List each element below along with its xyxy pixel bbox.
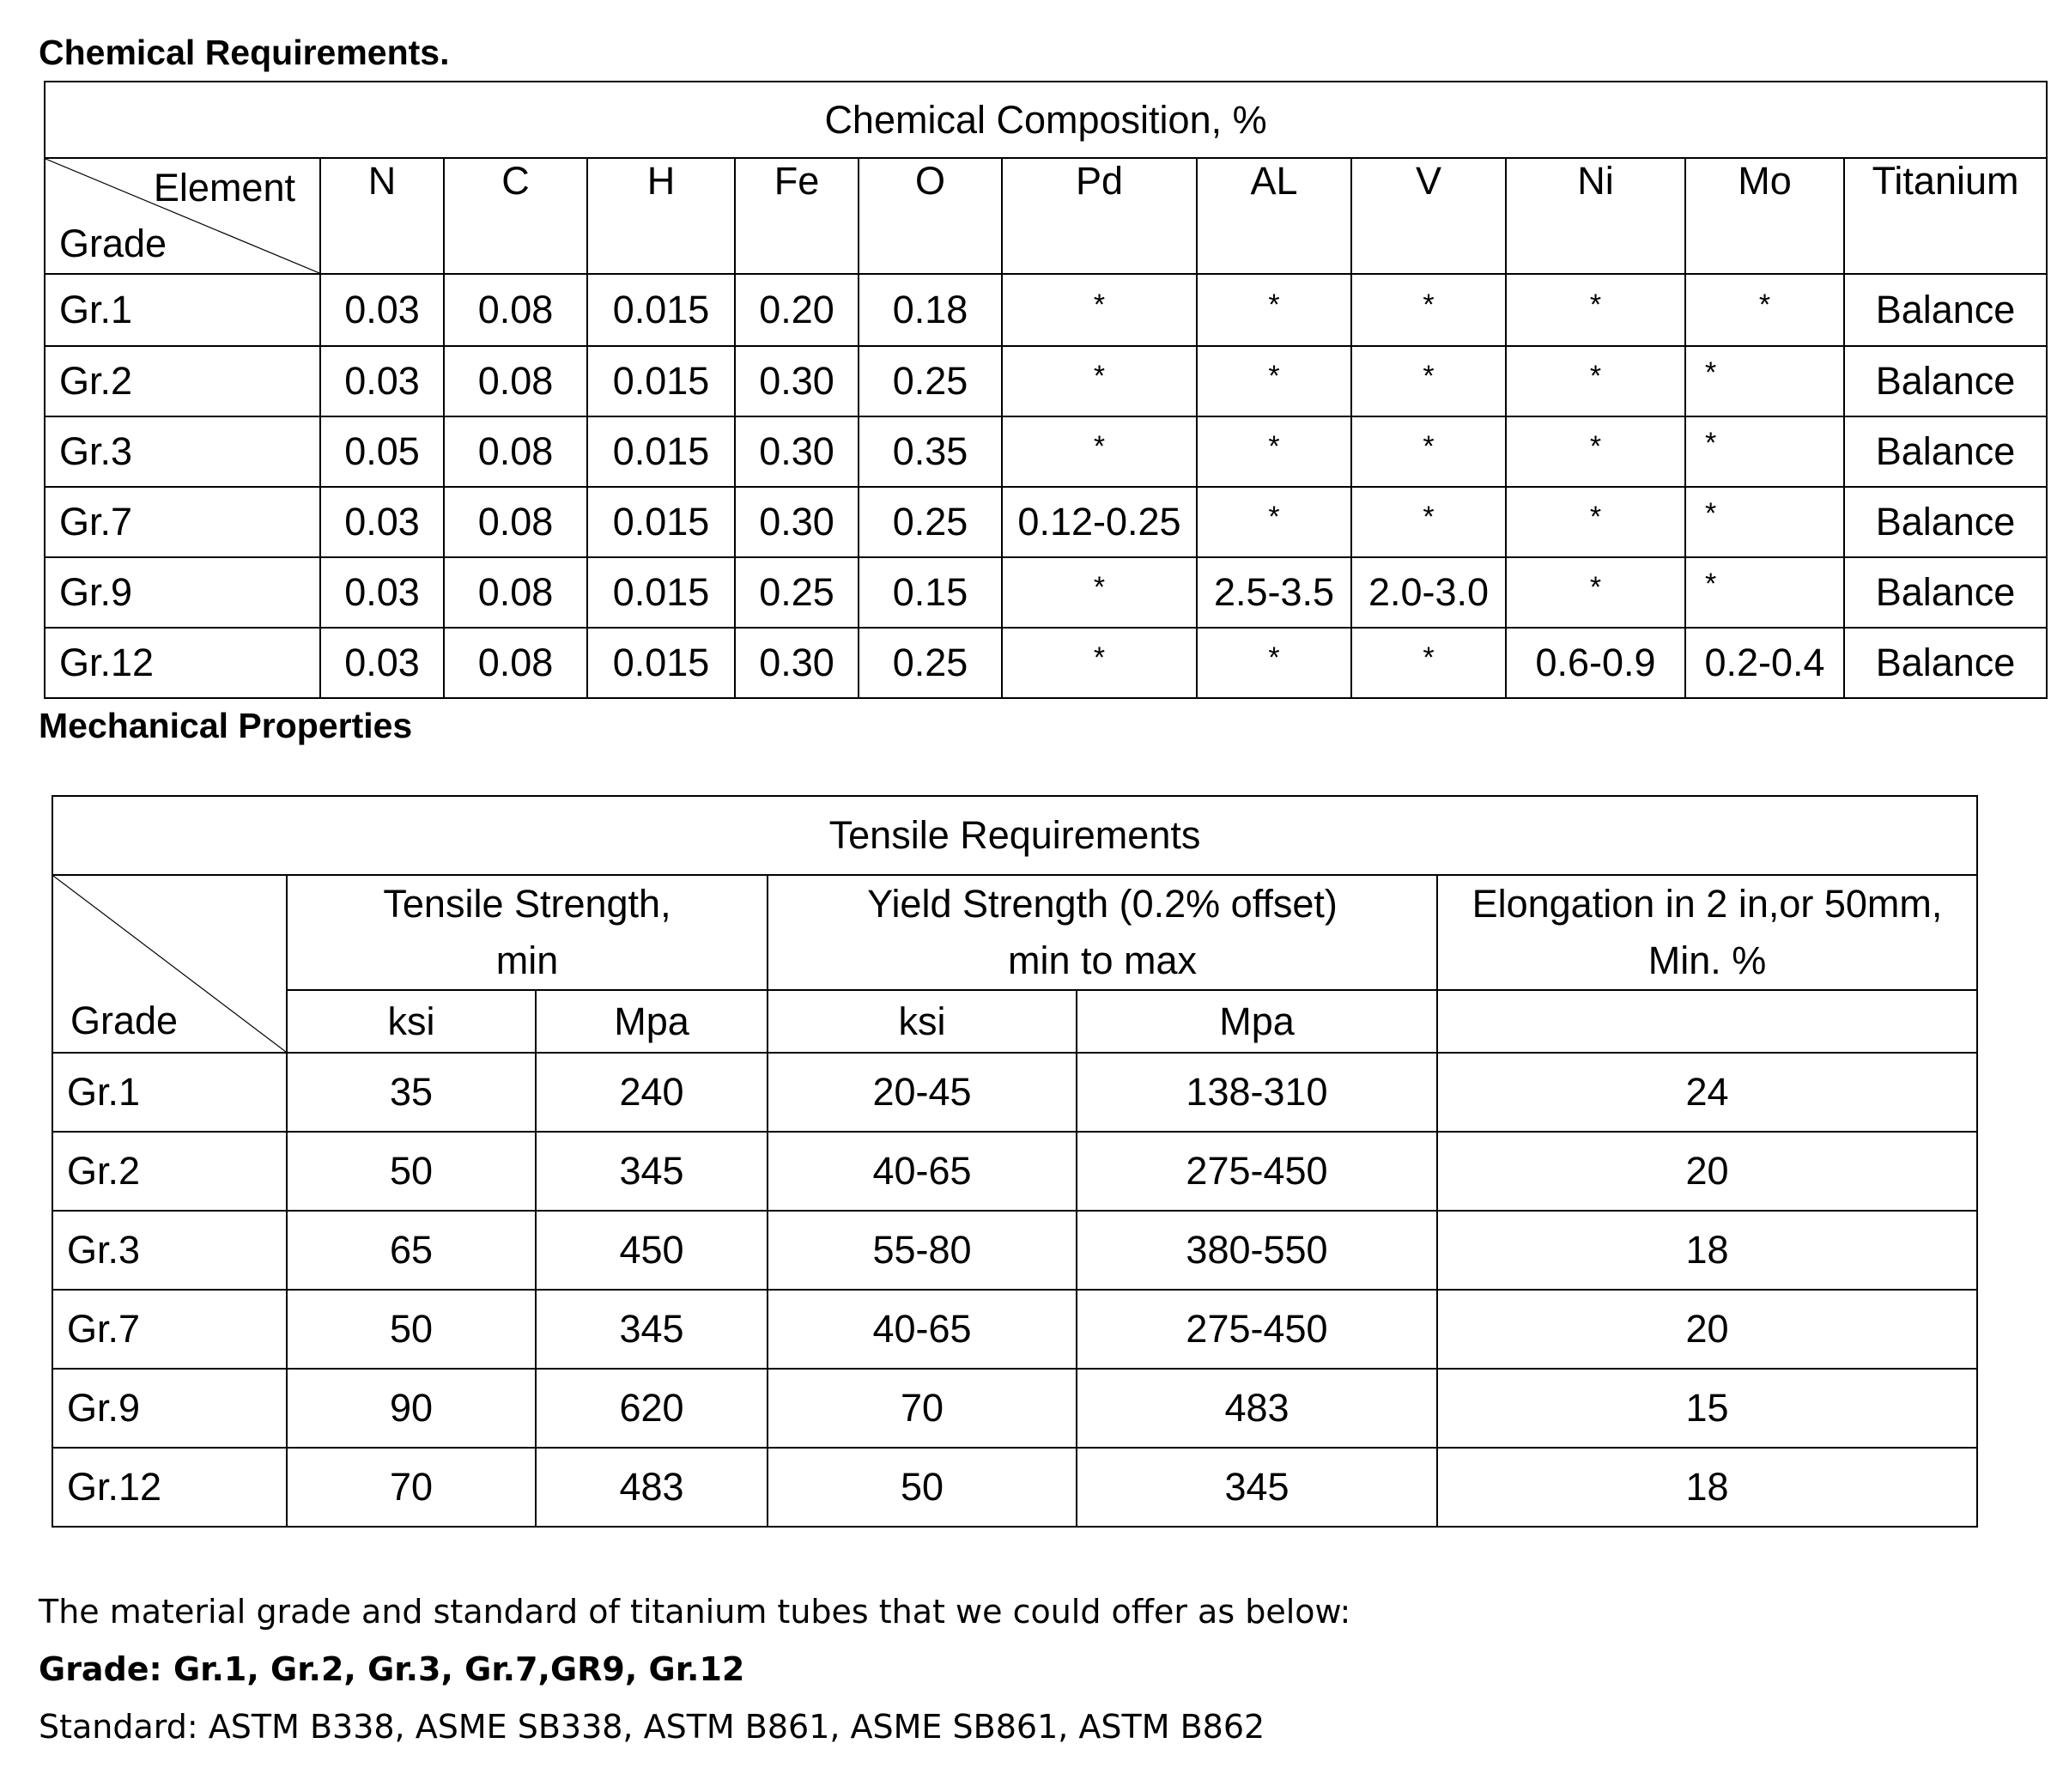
value-cell: 2.5-3.5	[1197, 557, 1351, 628]
value-cell: 0.12-0.25	[1002, 487, 1197, 557]
value-cell: 0.25	[735, 557, 859, 628]
table-row	[45, 628, 2047, 698]
asterisk: *	[1423, 641, 1435, 674]
value-cell: 70	[287, 1448, 536, 1527]
mechanical-heading: Mechanical Properties	[39, 706, 413, 745]
asterisk: *	[1758, 289, 1771, 321]
grade-cell: Gr.7	[45, 487, 320, 557]
value-cell: 0.2-0.4	[1685, 628, 1844, 698]
value-cell: 50	[287, 1132, 536, 1211]
table-row	[45, 416, 2047, 487]
value-cell: 0.25	[859, 628, 1002, 698]
unit-row	[52, 990, 1977, 1053]
grade-cell: Gr.9	[45, 557, 320, 628]
value-cell	[1197, 487, 1351, 557]
grade-label: Grade	[70, 999, 179, 1042]
value-cell: 138-310	[1077, 1053, 1437, 1132]
value-cell: 0.08	[444, 628, 587, 698]
value-cell: 0.08	[444, 416, 587, 487]
value-cell: 0.015	[587, 274, 735, 346]
value-cell: 0.015	[587, 557, 735, 628]
value-cell: Balance	[1844, 628, 2047, 698]
chemical-corner-cell	[45, 158, 320, 274]
element-header: Pd	[1002, 158, 1197, 274]
grade-cell: Gr.2	[52, 1132, 287, 1211]
value-cell: 40-65	[768, 1132, 1077, 1211]
value-cell: 275-450	[1077, 1290, 1437, 1369]
value-cell	[1197, 416, 1351, 487]
yield-strength-line1: Yield Strength (0.2% offset)	[867, 882, 1338, 926]
asterisk: *	[1268, 501, 1280, 533]
asterisk: *	[1268, 360, 1280, 392]
asterisk: *	[1705, 567, 1717, 600]
value-cell: 483	[536, 1448, 768, 1527]
grade-cell: Gr.9	[52, 1369, 287, 1448]
table-row	[45, 487, 2047, 557]
value-cell: 0.08	[444, 557, 587, 628]
element-header: C	[444, 158, 587, 274]
asterisk: *	[1589, 571, 1602, 604]
value-cell: 0.05	[320, 416, 444, 487]
value-cell: 0.25	[859, 487, 1002, 557]
asterisk: *	[1589, 430, 1602, 463]
element-header: Ni	[1506, 158, 1685, 274]
asterisk: *	[1589, 289, 1602, 321]
grade-cell: Gr.2	[45, 346, 320, 416]
value-cell: 0.30	[735, 628, 859, 698]
element-header: H	[587, 158, 735, 274]
value-cell	[1685, 346, 1844, 416]
elongation-line1: Elongation in 2 in,or 50mm,	[1472, 882, 1943, 926]
value-cell: 2.0-3.0	[1351, 557, 1506, 628]
asterisk: *	[1423, 501, 1435, 533]
value-cell	[1002, 346, 1197, 416]
tensile-strength-line2: min	[495, 939, 559, 982]
value-cell: 70	[768, 1369, 1077, 1448]
value-cell	[1351, 416, 1506, 487]
table-row	[52, 1290, 1977, 1369]
unit-mpa: Mpa	[1077, 990, 1437, 1053]
value-cell: 0.18	[859, 274, 1002, 346]
yield-strength-header	[768, 875, 1437, 990]
value-cell: 0.015	[587, 487, 735, 557]
table-row	[45, 346, 2047, 416]
value-cell: 345	[536, 1290, 768, 1369]
asterisk: *	[1705, 496, 1717, 530]
value-cell: 0.03	[320, 487, 444, 557]
asterisk: *	[1423, 360, 1435, 392]
element-header: Fe	[735, 158, 859, 274]
grade-cell: Gr.1	[45, 274, 320, 346]
yield-strength-line2: min to max	[1007, 939, 1198, 982]
value-cell: 0.30	[735, 416, 859, 487]
value-cell	[1685, 274, 1844, 346]
value-cell: Balance	[1844, 274, 2047, 346]
value-cell	[1506, 274, 1685, 346]
table-row	[52, 1211, 1977, 1290]
value-cell: Balance	[1844, 557, 2047, 628]
value-cell: 0.25	[859, 346, 1002, 416]
value-cell: 40-65	[768, 1290, 1077, 1369]
value-cell	[1002, 628, 1197, 698]
value-cell: 0.015	[587, 416, 735, 487]
tensile-strength-line1: Tensile Strength,	[383, 882, 671, 926]
grade-cell: Gr.3	[45, 416, 320, 487]
value-cell: 50	[768, 1448, 1077, 1527]
value-cell: 345	[1077, 1448, 1437, 1527]
elongation-line2: Min. %	[1647, 939, 1767, 982]
value-cell: 483	[1077, 1369, 1437, 1448]
unit-ksi: ksi	[287, 990, 536, 1053]
asterisk: *	[1589, 360, 1602, 392]
mechanical-table	[52, 795, 1978, 1528]
value-cell: 0.20	[735, 274, 859, 346]
table-row	[52, 1448, 1977, 1527]
table-row	[52, 1132, 1977, 1211]
table-row	[45, 557, 2047, 628]
elongation-header	[1437, 875, 1977, 990]
offer-intro-text: The material grade and standard of titanium tubes that we could offer as below:	[39, 1593, 1351, 1631]
asterisk: *	[1268, 430, 1280, 463]
value-cell	[1351, 346, 1506, 416]
element-header: AL	[1197, 158, 1351, 274]
grade-list-text: Grade: Gr.1, Gr.2, Gr.3, Gr.7,GR9, Gr.12	[39, 1650, 745, 1688]
chemical-heading: Chemical Requirements.	[39, 33, 450, 72]
value-cell: 620	[536, 1369, 768, 1448]
standard-list-text: Standard: ASTM B338, ASME SB338, ASTM B861, ASME SB861, ASTM B862	[39, 1708, 1265, 1746]
value-cell: 15	[1437, 1369, 1977, 1448]
value-cell: 35	[287, 1053, 536, 1132]
tensile-caption: Tensile Requirements	[52, 796, 1977, 875]
grade-cell: Gr.12	[52, 1448, 287, 1527]
value-cell: 50	[287, 1290, 536, 1369]
grade-label: Grade	[59, 222, 167, 265]
value-cell: 18	[1437, 1448, 1977, 1527]
value-cell: Balance	[1844, 487, 2047, 557]
element-header: O	[859, 158, 1002, 274]
value-cell: 0.30	[735, 487, 859, 557]
asterisk: *	[1268, 289, 1280, 321]
value-cell	[1197, 346, 1351, 416]
asterisk: *	[1093, 360, 1106, 392]
value-cell: 0.15	[859, 557, 1002, 628]
asterisk: *	[1093, 289, 1106, 321]
asterisk: *	[1423, 430, 1435, 463]
element-header: Mo	[1685, 158, 1844, 274]
value-cell: 0.6-0.9	[1506, 628, 1685, 698]
mechanical-header-row	[52, 875, 1977, 990]
value-cell	[1351, 628, 1506, 698]
value-cell	[1002, 274, 1197, 346]
value-cell: 240	[536, 1053, 768, 1132]
grade-cell: Gr.3	[52, 1211, 287, 1290]
table-row	[52, 1053, 1977, 1132]
asterisk: *	[1423, 289, 1435, 321]
value-cell: 20	[1437, 1132, 1977, 1211]
value-cell	[1197, 628, 1351, 698]
value-cell	[1351, 274, 1506, 346]
value-cell: 20-45	[768, 1053, 1077, 1132]
asterisk: *	[1093, 641, 1106, 674]
element-header: V	[1351, 158, 1506, 274]
value-cell	[1685, 487, 1844, 557]
value-cell: 0.015	[587, 346, 735, 416]
asterisk: *	[1093, 571, 1106, 604]
value-cell: 18	[1437, 1211, 1977, 1290]
value-cell	[1002, 416, 1197, 487]
chemical-caption: Chemical Composition, %	[45, 82, 2047, 158]
value-cell: 0.08	[444, 274, 587, 346]
value-cell	[1351, 487, 1506, 557]
value-cell: 0.08	[444, 487, 587, 557]
value-cell	[1002, 557, 1197, 628]
value-cell: 0.08	[444, 346, 587, 416]
chemical-header-row	[45, 158, 2047, 274]
grade-cell: Gr.1	[52, 1053, 287, 1132]
value-cell	[1197, 274, 1351, 346]
chemical-table	[44, 81, 2048, 699]
value-cell: 380-550	[1077, 1211, 1437, 1290]
value-cell: 450	[536, 1211, 768, 1290]
grade-cell: Gr.7	[52, 1290, 287, 1369]
value-cell: Balance	[1844, 346, 2047, 416]
value-cell: 0.03	[320, 274, 444, 346]
value-cell	[1506, 346, 1685, 416]
value-cell: 90	[287, 1369, 536, 1448]
element-label: Element	[153, 166, 295, 210]
value-cell	[1506, 487, 1685, 557]
asterisk: *	[1589, 501, 1602, 533]
value-cell	[1506, 557, 1685, 628]
table-row	[45, 274, 2047, 346]
value-cell: 24	[1437, 1053, 1977, 1132]
asterisk: *	[1093, 430, 1106, 463]
unit-empty	[1437, 990, 1977, 1053]
value-cell: 275-450	[1077, 1132, 1437, 1211]
value-cell: 0.30	[735, 346, 859, 416]
value-cell: 0.03	[320, 557, 444, 628]
tensile-strength-header	[287, 875, 768, 990]
value-cell	[1685, 416, 1844, 487]
value-cell: 20	[1437, 1290, 1977, 1369]
value-cell: Balance	[1844, 416, 2047, 487]
mechanical-corner-cell	[52, 875, 287, 1053]
value-cell: 0.015	[587, 628, 735, 698]
value-cell: 55-80	[768, 1211, 1077, 1290]
value-cell: 65	[287, 1211, 536, 1290]
table-row	[52, 1369, 1977, 1448]
unit-mpa: Mpa	[536, 990, 768, 1053]
element-header: N	[320, 158, 444, 274]
asterisk: *	[1705, 426, 1717, 459]
value-cell: 0.03	[320, 346, 444, 416]
value-cell	[1506, 416, 1685, 487]
asterisk: *	[1268, 641, 1280, 674]
value-cell: 0.03	[320, 628, 444, 698]
element-header: Titanium	[1844, 158, 2047, 274]
asterisk: *	[1705, 355, 1717, 389]
value-cell: 0.35	[859, 416, 1002, 487]
grade-cell: Gr.12	[45, 628, 320, 698]
value-cell: 345	[536, 1132, 768, 1211]
unit-ksi: ksi	[768, 990, 1077, 1053]
value-cell	[1685, 557, 1844, 628]
